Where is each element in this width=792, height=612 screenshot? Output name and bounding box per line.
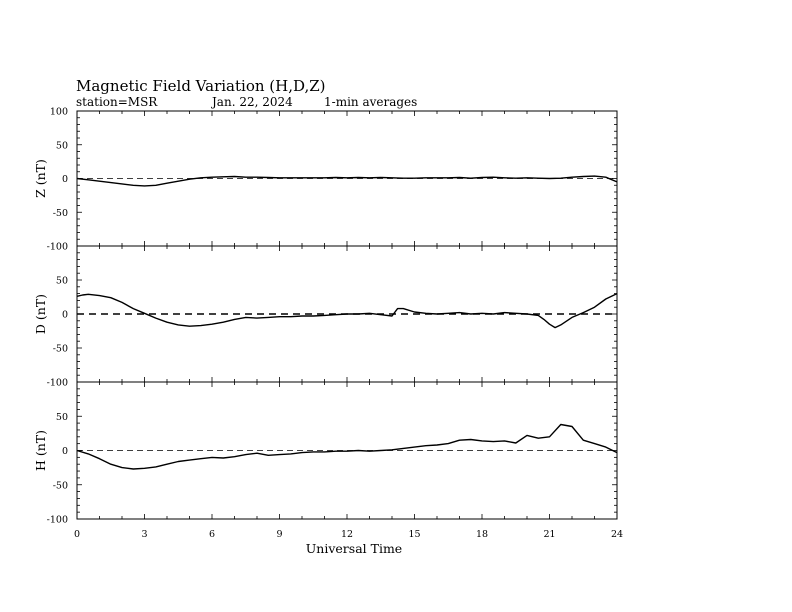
y-tick-label-z: 100 (49, 106, 68, 118)
y-axis-label-h: H (nT) (33, 429, 48, 472)
y-tick-label-z: 0 (61, 174, 68, 185)
y-tick-label-h: 50 (55, 411, 68, 423)
x-tick-label: 18 (475, 529, 489, 540)
y-tick-label-d: -100 (46, 377, 68, 389)
x-tick-label: 12 (340, 529, 354, 540)
y-tick-label-z: -100 (46, 241, 68, 253)
y-tick-label-h: -50 (52, 480, 68, 492)
averaging-label: 1-min averages (324, 95, 418, 109)
x-tick-label: 21 (543, 529, 556, 540)
x-tick-label: 3 (141, 529, 148, 540)
y-tick-label-h: -100 (46, 514, 68, 526)
y-tick-label-d: 0 (61, 309, 68, 321)
x-axis (74, 529, 623, 540)
panels-group (33, 107, 617, 526)
y-axis-label-d: D (nT) (33, 293, 48, 335)
y-tick-label-d: -50 (52, 343, 68, 355)
date-label: Jan. 22, 2024 (212, 95, 293, 109)
y-tick-label-z: 50 (55, 140, 68, 152)
panel-d (33, 246, 617, 389)
y-tick-label-h: 0 (61, 446, 68, 457)
chart-title: Magnetic Field Variation (H,D,Z) (76, 77, 326, 95)
x-tick-label: 24 (610, 529, 624, 540)
series-line-z (77, 176, 617, 186)
x-tick-label: 15 (408, 529, 421, 540)
y-tick-label-z: -50 (52, 207, 68, 219)
x-tick-label: 6 (208, 529, 216, 540)
x-tick-label: 0 (73, 529, 81, 540)
y-axis-label-z: Z (nT) (33, 159, 48, 198)
y-tick-label-d: 50 (55, 275, 68, 287)
x-tick-label: 9 (276, 529, 283, 540)
panel-z (33, 107, 617, 253)
x-axis-label: Universal Time (305, 541, 403, 556)
series-line-d (77, 294, 617, 328)
station-label: station=MSR (76, 95, 158, 109)
series-line-h (77, 425, 617, 470)
panel-h (33, 382, 617, 526)
